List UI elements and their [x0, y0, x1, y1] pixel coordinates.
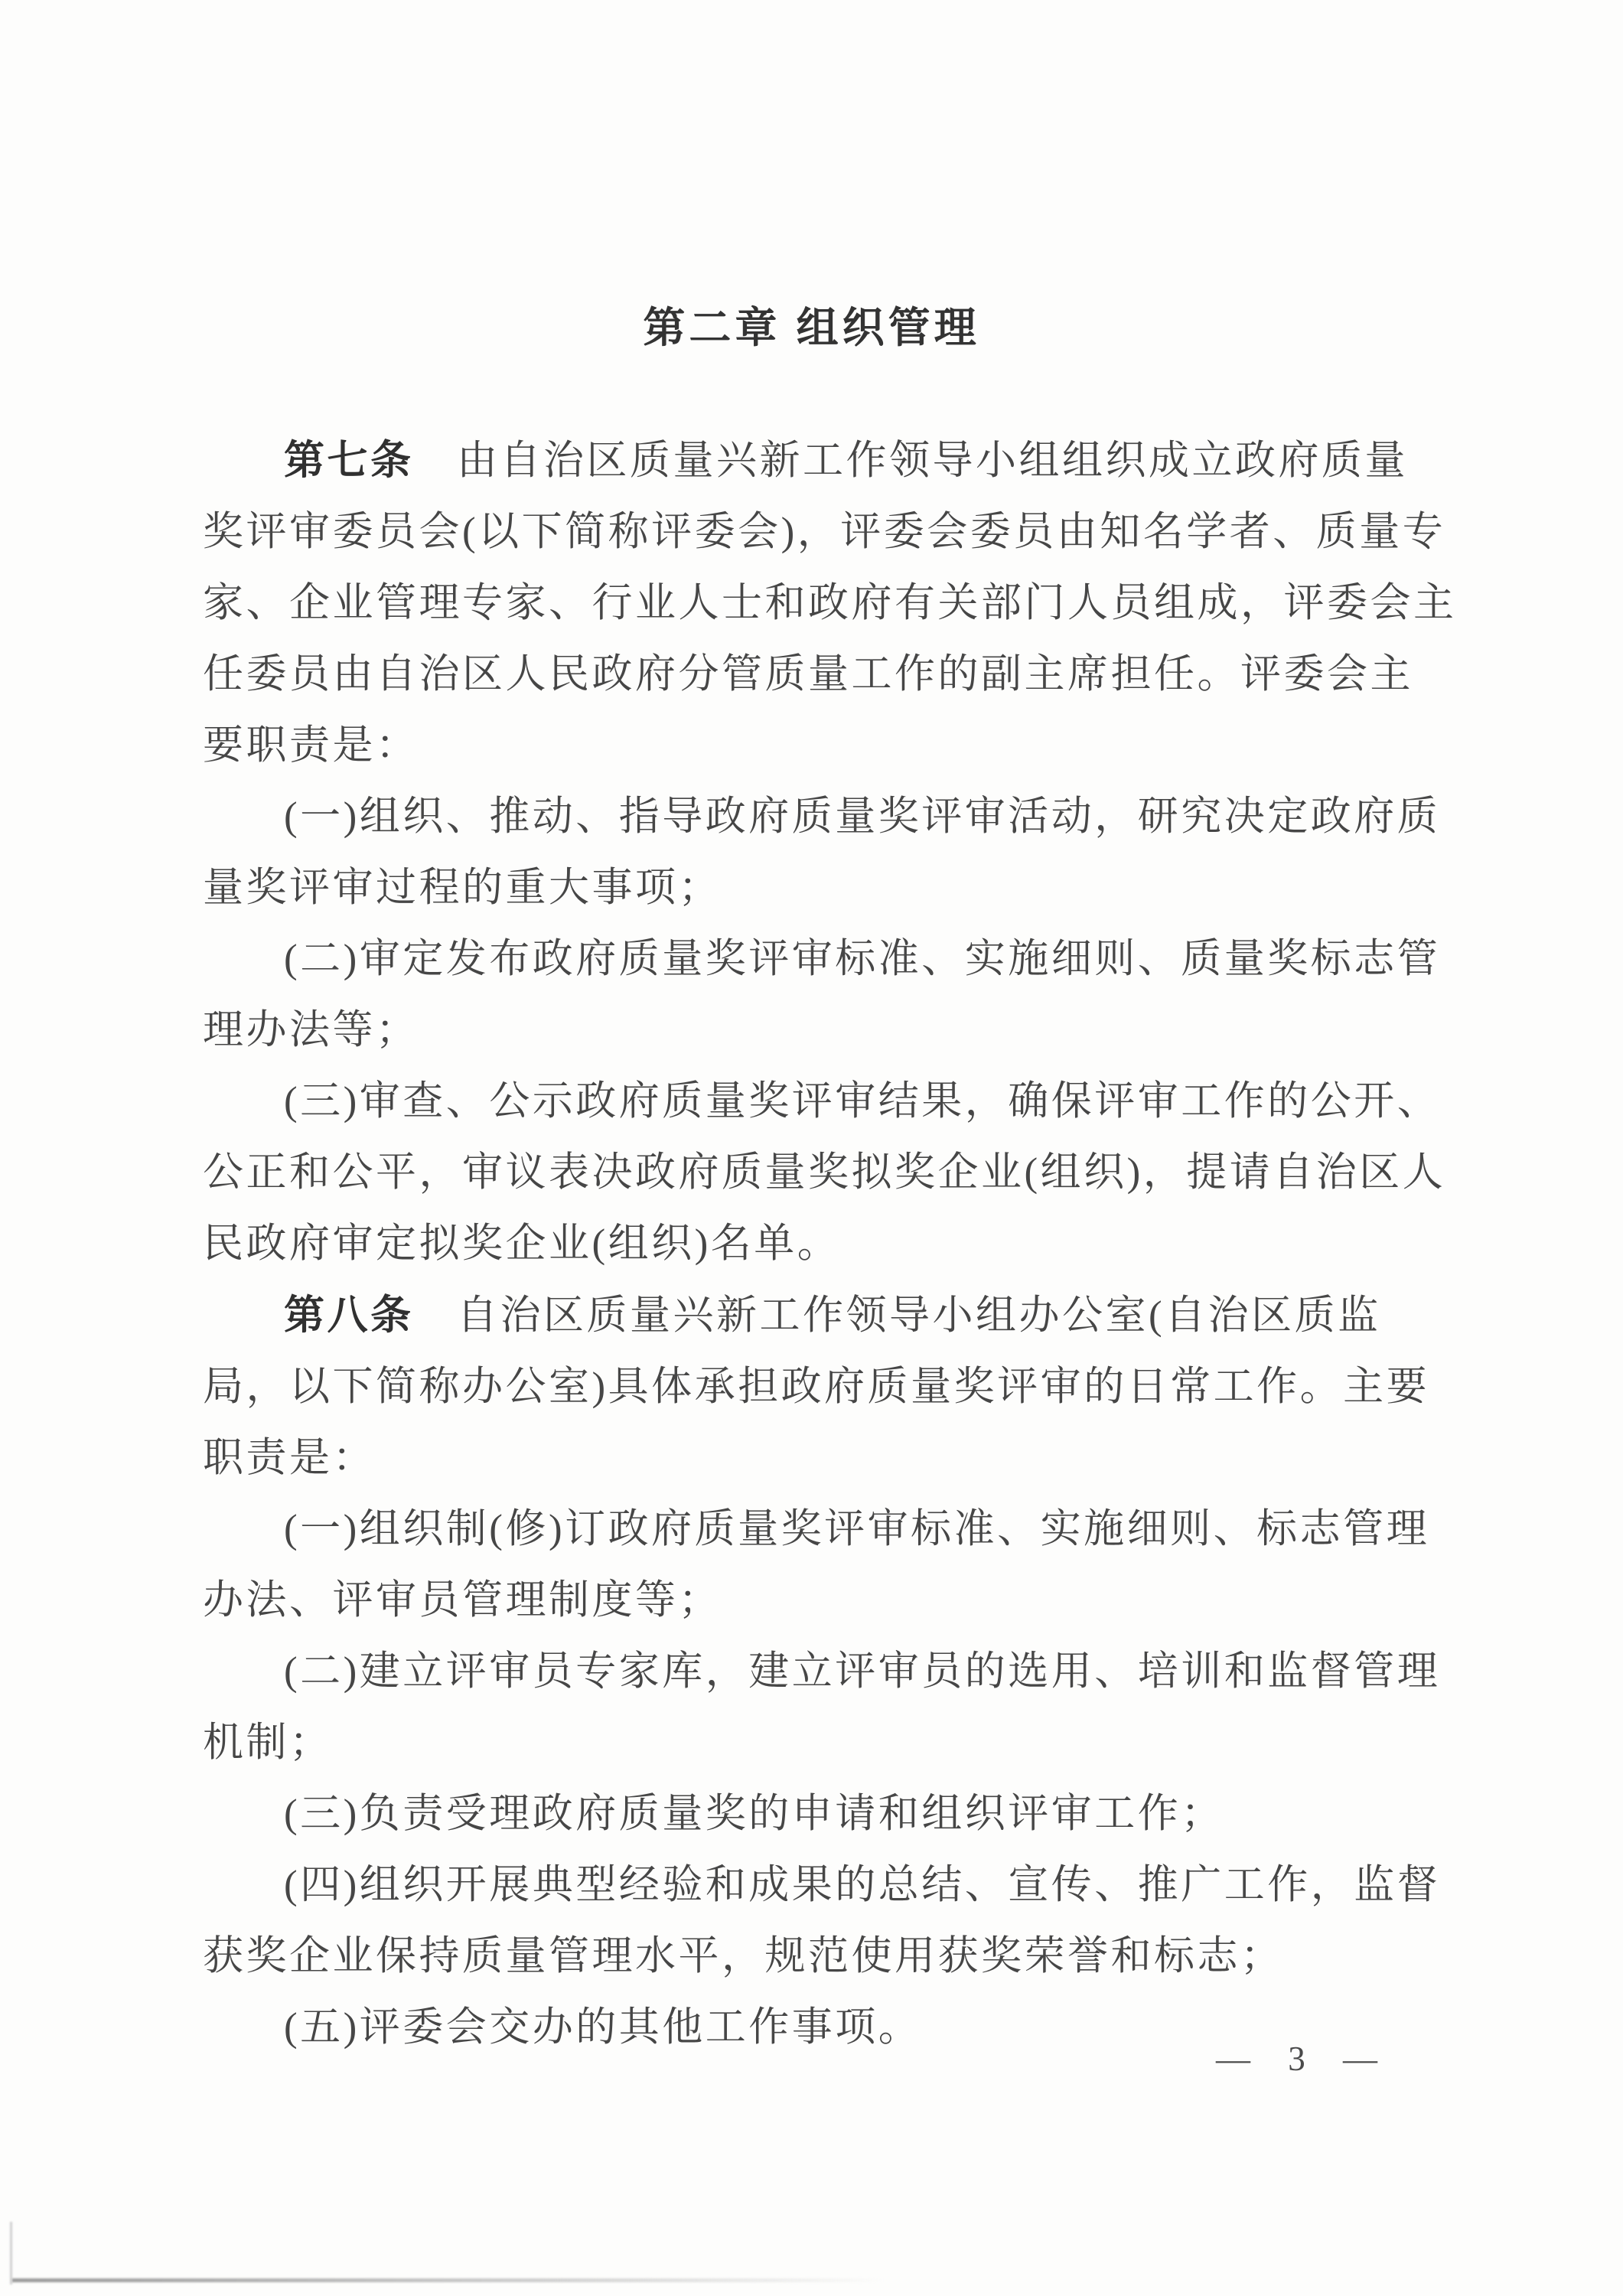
text-line: 职责是： — [203, 1436, 376, 1480]
text-line: 家、企业管理专家、行业人士和政府有关部门人员组成，评委会主 — [203, 581, 1457, 625]
text-line: (五)评委会交办的其他工作事项。 — [284, 2005, 922, 2050]
scan-edge-artifact — [10, 2222, 12, 2285]
page-number: — 3 — — [1216, 2040, 1382, 2078]
text-line: 奖评审委员会(以下简称评委会)，评委会委员由知名学者、质量专 — [203, 510, 1446, 554]
chapter-title: 第二章 组织管理 — [643, 304, 980, 351]
text-line: (一)组织制(修)订政府质量奖评审标准、实施细则、标志管理 — [284, 1507, 1430, 1551]
scan-edge-artifact — [11, 2278, 884, 2282]
text-line: 民政府审定拟奖企业(组织)名单。 — [203, 1221, 841, 1266]
text-line: 第七条 由自治区质量兴新工作领导小组组织成立政府质量 — [284, 438, 1408, 483]
text-line: (一)组织、推动、指导政府质量奖评审活动，研究决定政府质 — [284, 794, 1441, 839]
article-number: 第八条 — [284, 1293, 414, 1338]
document-body — [203, 425, 1508, 2063]
text-line: (二)审定发布政府质量奖评审标准、实施细则、质量奖标志管 — [284, 937, 1441, 981]
text-line: 获奖企业保持质量管理水平，规范使用获奖荣誉和标志； — [203, 1934, 1284, 1978]
text-line: (三)负责受理政府质量奖的申请和组织评审工作； — [284, 1792, 1224, 1836]
text-line: 局，以下简称办公室)具体承担政府质量奖评审的日常工作。主要 — [203, 1365, 1430, 1409]
article-number: 第七条 — [284, 438, 414, 483]
text-line: 办法、评审员管理制度等； — [203, 1578, 722, 1623]
text-line: 任委员由自治区人民政府分管质量工作的副主席担任。评委会主 — [203, 652, 1413, 696]
text-line: (四)组织开展典型经验和成果的总结、宣传、推广工作，监督 — [284, 1863, 1441, 1907]
text-line: 量奖评审过程的重大事项； — [203, 866, 722, 910]
text-line: 机制； — [203, 1720, 333, 1765]
text-line: 要职责是： — [203, 723, 419, 768]
text-line: 理办法等； — [203, 1008, 419, 1052]
text-line: 第八条 自治区质量兴新工作领导小组办公室(自治区质监 — [284, 1293, 1381, 1338]
text-line: (二)建立评审员专家库，建立评审员的选用、培训和监督管理 — [284, 1649, 1441, 1694]
text-line: (三)审查、公示政府质量奖评审结果，确保评审工作的公开、 — [284, 1079, 1441, 1124]
text-line: 公正和公平，审议表决政府质量奖拟奖企业(组织)，提请自治区人 — [203, 1150, 1446, 1195]
